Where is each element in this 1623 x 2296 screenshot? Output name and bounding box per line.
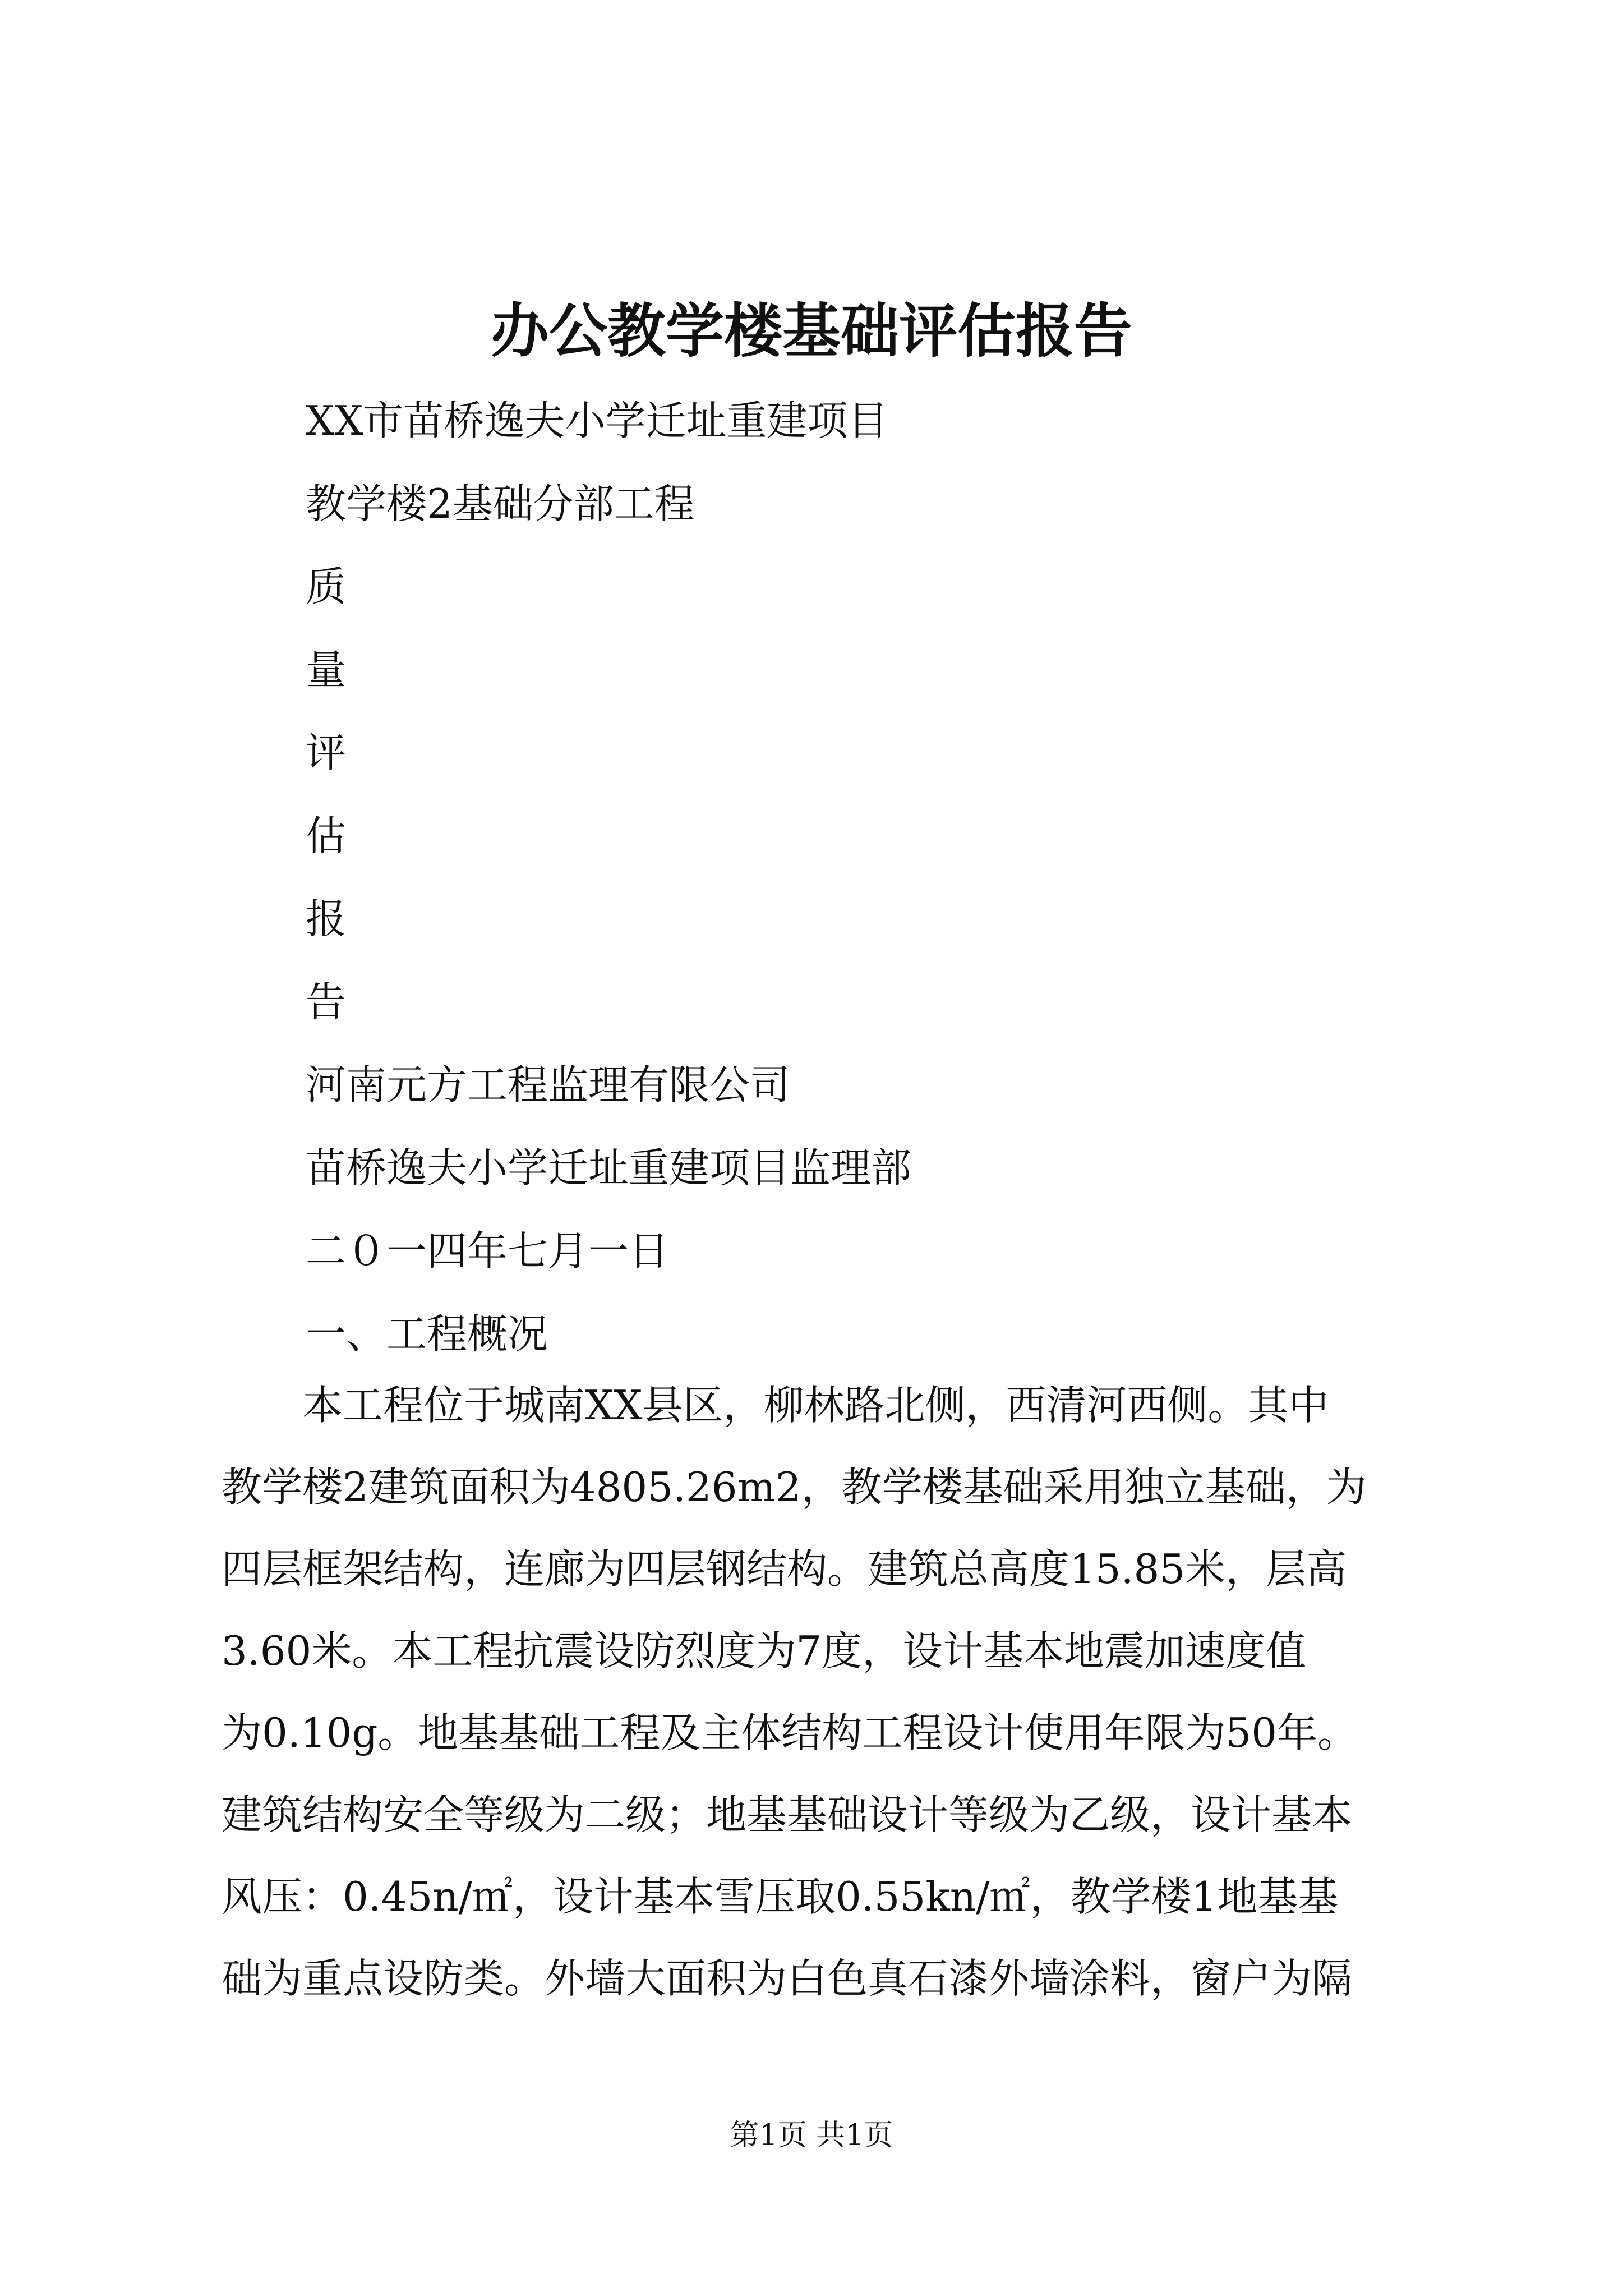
project-name-line: XX市苗桥逸夫小学迁址重建项目 <box>306 397 888 444</box>
paragraph-line: 3.60米。本工程抗震设防烈度为7度，设计基本地震加速度值 <box>222 1627 1307 1674</box>
vertical-title-char: 告 <box>306 978 347 1025</box>
subproject-line: 教学楼2基础分部工程 <box>306 480 695 527</box>
company-name-line: 河南元方工程监理有限公司 <box>306 1061 791 1108</box>
department-line: 苗桥逸夫小学迁址重建项目监理部 <box>306 1144 912 1191</box>
paragraph-line: 为0.10g。地基基础工程及主体结构工程设计使用年限为50年。 <box>222 1709 1358 1756</box>
overview-paragraph <box>222 1364 1444 2019</box>
paragraph-line: 风压：0.45n/㎡，设计基本雪压取0.55kn/㎡，教学楼1地基基 <box>222 1873 1339 1920</box>
vertical-title-char: 质 <box>306 563 347 610</box>
document-title: 办公教学楼基础评估报告 <box>490 296 1132 365</box>
section-heading: 一、工程概况 <box>306 1310 548 1358</box>
paragraph-line: 础为重点设防类。外墙大面积为白色真石漆外墙涂料，窗户为隔 <box>222 1955 1353 2002</box>
paragraph-line: 建筑结构安全等级为二级；地基基础设计等级为乙级，设计基本 <box>222 1791 1353 1838</box>
page-footer: 第1页 共1页 <box>730 2119 893 2152</box>
vertical-title-char: 报 <box>306 895 347 942</box>
vertical-title-char: 评 <box>306 729 347 776</box>
paragraph-line: 四层框架结构，连廊为四层钢结构。建筑总高度15.85米，层高 <box>222 1545 1347 1593</box>
paragraph-line: 本工程位于城南XX县区，柳林路北侧，西清河西侧。其中 <box>222 1382 1329 1429</box>
vertical-title-char: 估 <box>306 812 347 859</box>
vertical-title-char: 量 <box>306 646 347 693</box>
paragraph-line: 教学楼2建筑面积为4805.26m2，教学楼基础采用独立基础，为 <box>222 1464 1367 1511</box>
date-line: 二０一四年七月一日 <box>306 1227 670 1274</box>
